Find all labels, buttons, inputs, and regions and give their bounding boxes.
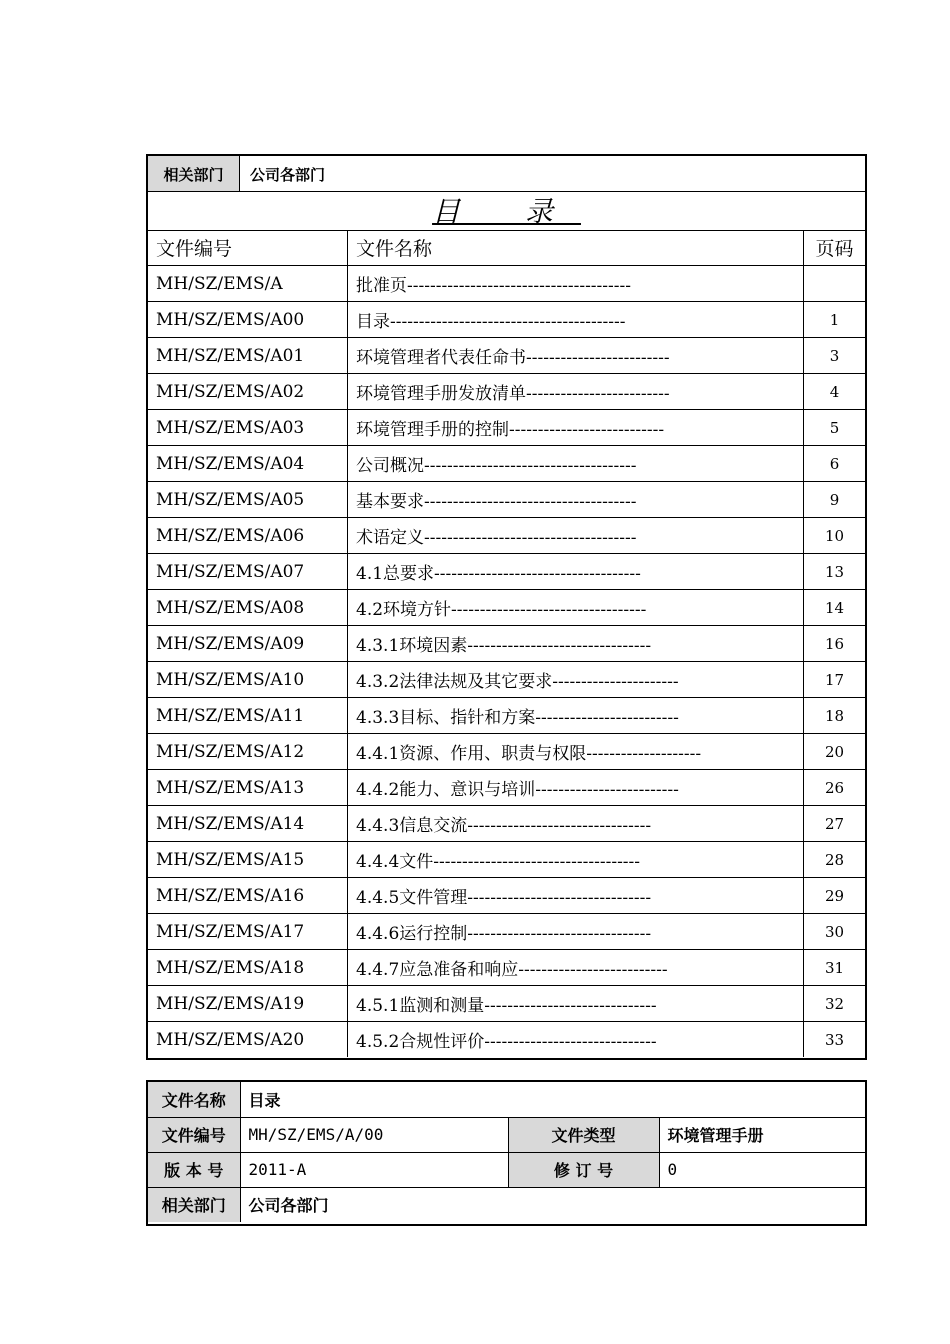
toc-row xyxy=(148,662,865,698)
doc-type-label: 文件类型 xyxy=(508,1117,659,1152)
toc-row-name: 4.4.7应急准备和响应-------------------------- xyxy=(348,950,804,986)
toc-row-name: 4.4.2能力、意识与培训------------------------- xyxy=(348,770,804,806)
toc-row xyxy=(148,554,865,590)
toc-row-name: 4.4.1资源、作用、职责与权限-------------------- xyxy=(348,734,804,770)
toc-row-code: MH/SZ/EMS/A06 xyxy=(148,518,348,554)
toc-row-name: 环境管理手册的控制--------------------------- xyxy=(348,410,804,446)
toc-row xyxy=(148,950,865,986)
toc-row xyxy=(148,302,865,338)
toc-row-code: MH/SZ/EMS/A xyxy=(148,266,348,302)
toc-row xyxy=(148,590,865,626)
toc-row-code: MH/SZ/EMS/A02 xyxy=(148,374,348,410)
toc-row-name: 环境管理者代表任命书------------------------- xyxy=(348,338,804,374)
toc-row-page: 14 xyxy=(804,590,866,626)
toc-row-code: MH/SZ/EMS/A09 xyxy=(148,626,348,662)
toc-row xyxy=(148,1022,865,1058)
doc-name-value: 目录 xyxy=(240,1082,865,1117)
department-header-row xyxy=(148,156,865,192)
toc-row xyxy=(148,878,865,914)
doc-code-value: MH/SZ/EMS/A/00 xyxy=(240,1117,508,1152)
revision-label: 修 订 号 xyxy=(508,1152,659,1187)
toc-row-name: 4.3.3目标、指针和方案------------------------- xyxy=(348,698,804,734)
toc-row-code: MH/SZ/EMS/A15 xyxy=(148,842,348,878)
toc-row xyxy=(148,986,865,1022)
toc-row-name: 批准页--------------------------------------- xyxy=(348,266,804,302)
info-row-code xyxy=(148,1117,865,1152)
toc-row xyxy=(148,266,865,302)
toc-row-name: 4.4.3信息交流-------------------------------- xyxy=(348,806,804,842)
toc-row xyxy=(148,518,865,554)
header-divider xyxy=(148,191,865,192)
toc-row-page: 20 xyxy=(804,734,866,770)
toc-row-page xyxy=(804,266,866,302)
toc-row xyxy=(148,374,865,410)
toc-row xyxy=(148,410,865,446)
toc-row-page: 18 xyxy=(804,698,866,734)
toc-row-code: MH/SZ/EMS/A10 xyxy=(148,662,348,698)
revision-value: 0 xyxy=(659,1152,865,1187)
toc-row-name: 4.4.6运行控制-------------------------------- xyxy=(348,914,804,950)
toc-row-page: 29 xyxy=(804,878,866,914)
toc-row-page: 4 xyxy=(804,374,866,410)
toc-row-page: 16 xyxy=(804,626,866,662)
toc-row-page: 30 xyxy=(804,914,866,950)
toc-row-code: MH/SZ/EMS/A07 xyxy=(148,554,348,590)
toc-row-code: MH/SZ/EMS/A11 xyxy=(148,698,348,734)
toc-row-name: 目录----------------------------------------- xyxy=(348,302,804,338)
toc-row-page: 33 xyxy=(824,1030,845,1049)
info-row-version xyxy=(148,1152,865,1187)
toc-row-page: 10 xyxy=(804,518,866,554)
toc-row-page: 5 xyxy=(804,410,866,446)
toc-row-page: 27 xyxy=(804,806,866,842)
toc-row xyxy=(148,698,865,734)
department-value: 公司各部门 xyxy=(250,165,326,184)
toc-row-name: 4.3.1环境因素-------------------------------- xyxy=(348,626,804,662)
toc-row-page: 28 xyxy=(804,842,866,878)
toc-header-row xyxy=(148,230,865,266)
toc-row-code: MH/SZ/EMS/A14 xyxy=(148,806,348,842)
toc-row xyxy=(148,806,865,842)
toc-row-name: 4.5.2合规性评价------------------------------ xyxy=(348,1022,804,1058)
department-label: 相关部门 xyxy=(148,156,240,192)
toc-row-code: MH/SZ/EMS/A20 xyxy=(148,1022,348,1058)
document-info-table xyxy=(148,1082,865,1222)
toc-row-code: MH/SZ/EMS/A18 xyxy=(148,950,348,986)
toc-row-name: 4.3.2法律法规及其它要求---------------------- xyxy=(348,662,804,698)
toc-row-name: 4.4.5文件管理-------------------------------- xyxy=(348,878,804,914)
toc-row-code: MH/SZ/EMS/A01 xyxy=(148,338,348,374)
info-dept-value: 公司各部门 xyxy=(240,1187,865,1222)
toc-row xyxy=(148,482,865,518)
toc-row xyxy=(148,914,865,950)
toc-page-frame xyxy=(146,154,867,1060)
version-value: 2011-A xyxy=(240,1152,508,1187)
toc-row-page: 26 xyxy=(804,770,866,806)
toc-row-code: MH/SZ/EMS/A12 xyxy=(148,734,348,770)
toc-row-page: 17 xyxy=(804,662,866,698)
toc-row-name: 术语定义------------------------------------- xyxy=(348,518,804,554)
toc-row-code: MH/SZ/EMS/A08 xyxy=(148,590,348,626)
toc-row-code: MH/SZ/EMS/A17 xyxy=(148,914,348,950)
toc-col-page: 页码 xyxy=(804,230,866,266)
toc-row-name: 4.2环境方针---------------------------------- xyxy=(348,590,804,626)
toc-row-page: 13 xyxy=(804,554,866,590)
toc-row-code: MH/SZ/EMS/A04 xyxy=(148,446,348,482)
toc-row xyxy=(148,338,865,374)
toc-title: 目 录 xyxy=(148,194,865,231)
toc-row-page: 31 xyxy=(804,950,866,986)
doc-type-value: 环境管理手册 xyxy=(659,1117,865,1152)
toc-row-code: MH/SZ/EMS/A03 xyxy=(148,410,348,446)
toc-row-code: MH/SZ/EMS/A13 xyxy=(148,770,348,806)
toc-row-page: 32 xyxy=(804,986,866,1022)
toc-row-page: 3 xyxy=(804,338,866,374)
toc-row-code: MH/SZ/EMS/A16 xyxy=(148,878,348,914)
toc-row-page: 6 xyxy=(804,446,866,482)
toc-row-code: MH/SZ/EMS/A05 xyxy=(148,482,348,518)
toc-row xyxy=(148,770,865,806)
info-row-name xyxy=(148,1082,865,1117)
toc-row xyxy=(148,446,865,482)
toc-row-name: 公司概况------------------------------------- xyxy=(348,446,804,482)
document-info-box xyxy=(146,1080,867,1226)
toc-row xyxy=(148,842,865,878)
doc-name-label: 文件名称 xyxy=(148,1082,240,1117)
toc-row-name: 环境管理手册发放清单------------------------- xyxy=(348,374,804,410)
info-dept-label: 相关部门 xyxy=(148,1187,240,1222)
toc-table xyxy=(148,230,865,1057)
toc-row-name: 4.1总要求------------------------------------ xyxy=(348,554,804,590)
toc-row-page: 1 xyxy=(804,302,866,338)
toc-row xyxy=(148,626,865,662)
toc-row-name: 4.5.1监测和测量------------------------------ xyxy=(348,986,804,1022)
toc-row-name: 基本要求------------------------------------- xyxy=(348,482,804,518)
toc-row xyxy=(148,734,865,770)
toc-col-name: 文件名称 xyxy=(348,230,804,266)
toc-row-code: MH/SZ/EMS/A19 xyxy=(148,986,348,1022)
version-label: 版 本 号 xyxy=(148,1152,240,1187)
doc-code-label: 文件编号 xyxy=(148,1117,240,1152)
info-row-dept xyxy=(148,1187,865,1222)
toc-row-code: MH/SZ/EMS/A00 xyxy=(148,302,348,338)
toc-row-page: 9 xyxy=(804,482,866,518)
toc-col-code: 文件编号 xyxy=(148,230,348,266)
toc-row-name: 4.4.4文件------------------------------------ xyxy=(348,842,804,878)
